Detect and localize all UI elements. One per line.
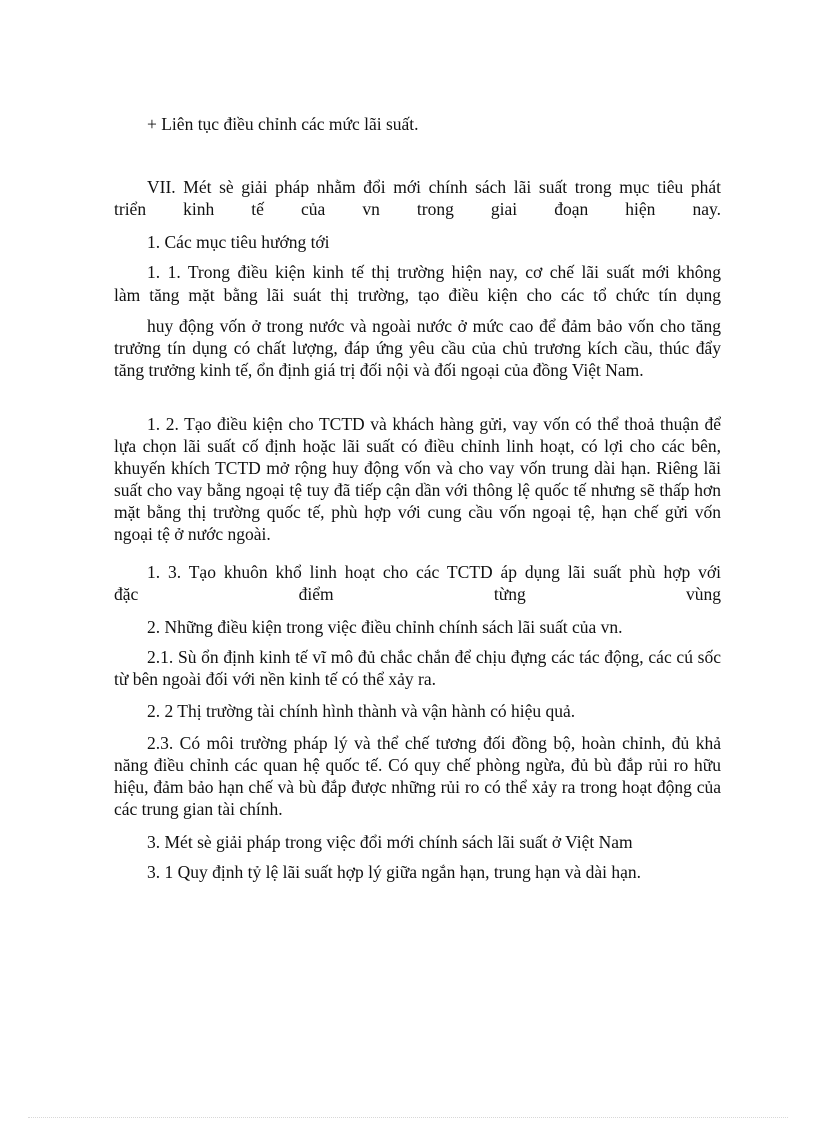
para-2-2: 2. 2 Thị trường tài chính hình thành và vận hành có hiệu quả. [147, 701, 576, 721]
para-2-1: 2.1. Sù ổn định kinh tế vĩ mô đủ chắc chắn để chịu đựng các tác động, các cú sốc từ bên ngoài đối với nền kinh tế có thể xảy ra. [114, 647, 721, 689]
para-1-3-line1: 1. 3. Tạo khuôn khổ linh hoạt cho các TCTD áp dụng lãi suất phù hợp với [147, 562, 721, 582]
para-1-2: 1. 2. Tạo điều kiện cho TCTD và khách hàng gửi, vay vốn có thể thoả thuận để lựa chọn lãi suất cố định hoặc lãi suất có điều chỉnh linh hoạt, có lợi cho các bên, khuyến khích TCTD mở rộng huy động vốn và cho vay vốn trung dài hạn. Riêng lãi suất cho vay bằng ngoại tệ tuy đã tiếp cận dần với thông lệ quốc tế nhưng sẽ thấp hơn mặt bằng thị trường quốc tế, phù hợp với cung cầu vốn ngoại tệ, hạn chế gửi vốn ngoại tệ ở nước ngoài. [114, 414, 721, 544]
section-vii-heading-line2: triển kinh tế của vn trong giai đoạn hiện nay. [114, 199, 721, 219]
subsection-3-heading: 3. Mét sè giải pháp trong việc đổi mới chính sách lãi suất ở Việt Nam [147, 832, 633, 852]
para-2-3: 2.3. Có môi trường pháp lý và thể chế tương đối đồng bộ, hoàn chỉnh, đủ khả năng điều chỉnh các quan hệ quốc tế. Có quy chế phòng ngừa, đủ bù đắp rủi ro hữu hiệu, đảm bảo hạn chế và bù đắp được những rủi ro có thể xảy ra trong hoạt động của các trung gian tài chính. [114, 733, 721, 819]
subsection-2-heading: 2. Những điều kiện trong việc điều chỉnh chính sách lãi suất của vn. [147, 617, 623, 637]
para-1-3-line2: đặc điểm từng vùng [114, 584, 721, 604]
para-1-1-line2: làm tăng mặt bằng lãi suát thị trường, tạo điều kiện cho các tổ chức tín dụng [114, 285, 721, 305]
section-vii-heading-line1: VII. Mét sè giải pháp nhằm đổi mới chính sách lãi suất trong mục tiêu phát [147, 177, 721, 197]
page-bottom-divider [28, 1117, 788, 1118]
para-1-1-line1: 1. 1. Trong điều kiện kinh tế thị trường hiện nay, cơ chế lãi suất mới không [147, 262, 721, 282]
subsection-1-heading: 1. Các mục tiêu hướng tới [147, 232, 330, 252]
para-1-1-continued: huy động vốn ở trong nước và ngoài nước ở mức cao để đảm bảo vốn cho tăng trưởng tín dụng có chất lượng, đáp ứng yêu cầu của chủ trương kích cầu, thúc đẩy tăng trưởng kinh tế, ổn định giá trị đối nội và đối ngoại của đồng Việt Nam. [114, 316, 721, 380]
bullet-adjust-rates: + Liên tục điều chỉnh các mức lãi suất. [147, 114, 419, 134]
para-3-1: 3. 1 Quy định tỷ lệ lãi suất hợp lý giữa ngắn hạn, trung hạn và dài hạn. [147, 862, 642, 882]
